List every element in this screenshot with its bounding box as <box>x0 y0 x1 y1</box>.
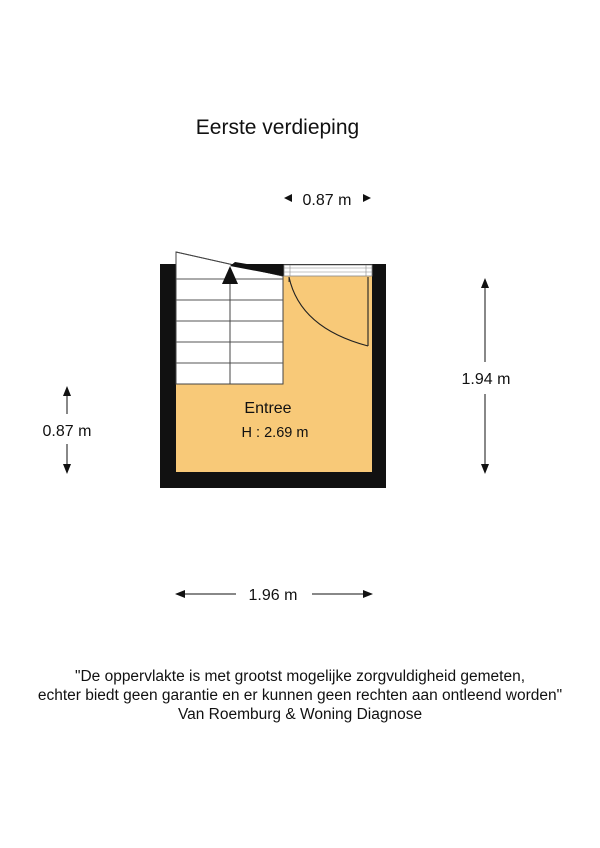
room-height: H : 2.69 m <box>241 425 309 441</box>
dimension-top <box>284 192 371 209</box>
svg-text:1.94 m: 1.94 m <box>461 371 511 388</box>
dimension-right <box>462 278 511 474</box>
disclaimer-line-2: echter biedt geen garantie en er kunnen geen rechten aan ontleend worden" <box>37 687 563 704</box>
svg-text:0.87 m: 0.87 m <box>42 423 92 440</box>
svg-text:0.87 m: 0.87 m <box>302 192 352 209</box>
room-name: Entree <box>244 400 292 417</box>
svg-text:1.96 m: 1.96 m <box>248 587 298 604</box>
floor-title: Eerste verdieping <box>195 116 360 139</box>
disclaimer-line-3: Van Roemburg & Woning Diagnose <box>177 706 423 723</box>
disclaimer <box>0 667 600 724</box>
window <box>284 265 372 276</box>
dimension-left <box>43 386 92 474</box>
disclaimer-line-1: "De oppervlakte is met grootst mogelijke zorgvuldigheid gemeten, <box>74 668 526 685</box>
staircase <box>176 252 283 384</box>
dimension-bottom <box>175 587 373 604</box>
